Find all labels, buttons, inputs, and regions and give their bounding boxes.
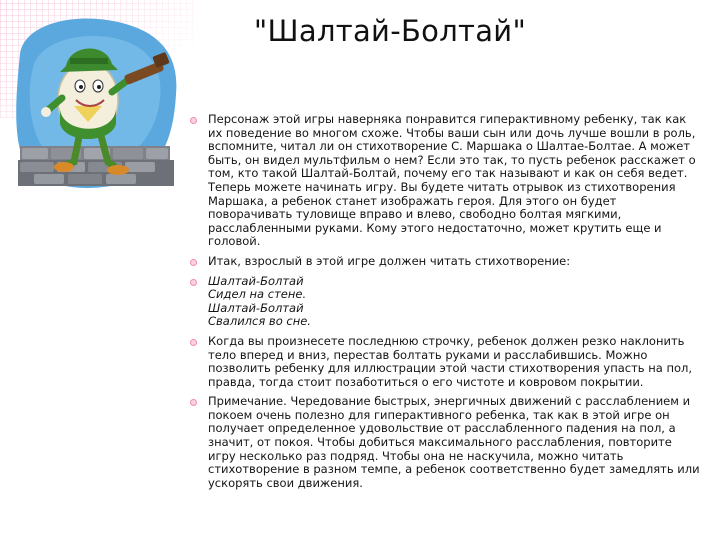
- poem-line: Шалтай-Болтай: [208, 273, 304, 288]
- bullet-list: [190, 113, 700, 496]
- poem-line: Шалтай-Болтай: [208, 300, 304, 315]
- bullet-note: Примечание. Чередование быстрых, энергичных движений с расслаблением и покоем очень полезно для гиперактивного ребенка, так как в этой игре он получает определенное удовольствие от расслабленного падения на пол, а значит, от покоя. Чтобы добиться максимального расслабления, повторите игру несколько раз подряд. Чтобы она не наскучила, можно читать стихотворение в разном темпе, а ребенок соответственно будет замедлять или ускорять свои движения.: [190, 395, 700, 490]
- bullet-reading-instruction: Итак, взрослый в этой игре должен читать стихотворение:: [190, 255, 700, 269]
- bullet-poem: [190, 275, 700, 329]
- poem-line: Свалился во сне.: [208, 314, 311, 329]
- bullet-intro: Персонаж этой игры наверняка понравится гиперактивному ребенку, так как их поведение во многом схоже. Чтобы ваши сын или дочь лучше вошли в роль, вспомните, читал ли он стихотворение С. Маршака о Шалтае-Болтае. А может быть, он видел мультфильм о нем? Если это так, то пусть ребенок расскажет о том, кто такой Шалтай-Болтай, почему его так называют и как он себя ведет. Теперь можете начинать игру. Вы будете читать отрывок из стихотворения Маршака, а ребенок станет изображать героя. Для этого он будет поворачивать туловище вправо и влево, свободно болтая мягкими, расслабленными руками. Кому этого недостаточно, может крутить еще и головой.: [190, 113, 700, 249]
- slide-title: "Шалтай-Болтай": [253, 14, 527, 48]
- poem-line: Сидел на стене.: [208, 287, 307, 302]
- humpty-dumpty-illustration: [14, 14, 182, 200]
- bullet-fall-instruction: Когда вы произнесете последнюю строчку, ребенок должен резко наклонить тело вперед и вниз, перестав болтать руками и расслабившись. Можно позволить ребенку для иллюстрации этой части стихотворения упасть на пол, правда, тогда стоит позаботиться о его чистоте и ковровом покрытии.: [190, 335, 700, 389]
